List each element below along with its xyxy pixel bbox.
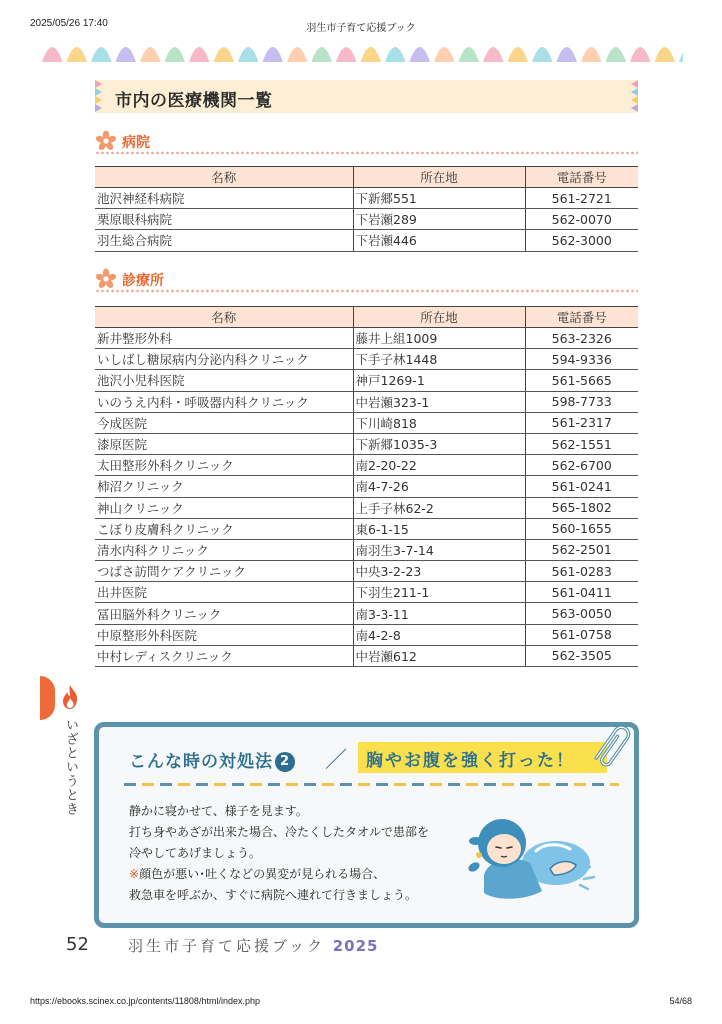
clinics-heading — [95, 268, 638, 292]
clinic-table — [95, 306, 638, 667]
bunting-flag — [410, 47, 431, 62]
facility-phone: 561-0411 — [525, 582, 638, 603]
bunting-flag — [116, 47, 137, 62]
table-row — [95, 349, 638, 370]
bunting-flag — [189, 47, 210, 62]
facility-address: 中岩瀬323-1 — [353, 391, 525, 412]
facility-address: 東6-1-15 — [353, 518, 525, 539]
tip-line-text: 静かに寝かせて、様子を見ます。 — [129, 804, 308, 818]
facility-address: 下岩瀬446 — [353, 230, 525, 251]
tip-highlight-box — [358, 742, 607, 773]
facility-name: 中村レディスクリニック — [95, 645, 353, 666]
facility-address: 南3-3-11 — [353, 603, 525, 624]
facility-phone: 594-9336 — [525, 349, 638, 370]
facility-address: 南2-20-22 — [353, 455, 525, 476]
tip-line-text: 冷やしてあげましょう。 — [129, 846, 262, 860]
facility-name: 池沢小児科医院 — [95, 370, 353, 391]
table-row — [95, 209, 638, 230]
tip-instructions — [129, 801, 429, 906]
bunting-flag — [165, 47, 186, 62]
table-row — [95, 433, 638, 454]
facility-phone: 562-1551 — [525, 433, 638, 454]
facility-address: 下新郷551 — [353, 188, 525, 209]
decorative-bunting — [40, 36, 683, 62]
table-row — [95, 391, 638, 412]
hospital-table — [95, 166, 638, 252]
bunting-flag — [263, 47, 284, 62]
bunting-flag — [655, 47, 676, 62]
bunting-flag — [336, 47, 357, 62]
tip-title-text: こんな時の対処法 — [129, 752, 273, 772]
tip-line — [129, 801, 429, 822]
table-header-row — [95, 167, 638, 188]
hospitals-heading-label: 病院 — [122, 135, 150, 151]
dotted-divider — [95, 289, 638, 293]
tip-line — [129, 864, 429, 885]
facility-name: 清水内科クリニック — [95, 539, 353, 560]
tip-line — [129, 843, 429, 864]
column-header-name: 名称 — [95, 307, 353, 328]
facility-phone: 598-7733 — [525, 391, 638, 412]
facility-name: 新井整形外科 — [95, 328, 353, 349]
table-row — [95, 603, 638, 624]
column-header-address: 所在地 — [353, 307, 525, 328]
facility-name: つばさ訪問ケアクリニック — [95, 561, 353, 582]
facility-address: 下羽生211-1 — [353, 582, 525, 603]
bunting-flag — [532, 47, 553, 62]
tip-dashed-divider — [124, 783, 619, 786]
facility-phone: 563-2326 — [525, 328, 638, 349]
bunting-flag — [557, 47, 578, 62]
book-title-text: 羽生市子育て応援ブック — [128, 937, 325, 955]
facility-phone: 560-1655 — [525, 518, 638, 539]
facility-phone: 562-6700 — [525, 455, 638, 476]
facility-address: 下新郷1035-3 — [353, 433, 525, 454]
table-row — [95, 539, 638, 560]
bunting-flag — [581, 47, 602, 62]
bunting-flag — [483, 47, 504, 62]
dotted-divider — [95, 151, 638, 155]
facility-phone: 563-0050 — [525, 603, 638, 624]
facility-address: 中央3-2-23 — [353, 561, 525, 582]
facility-phone: 561-0241 — [525, 476, 638, 497]
bunting-flag — [91, 47, 112, 62]
child-resting-illustration — [444, 797, 604, 909]
bunting-flag — [214, 47, 235, 62]
facility-address: 藤井上組1009 — [353, 328, 525, 349]
tip-line-text: 顔色が悪い･吐くなどの異変が見られる場合、 — [139, 867, 386, 881]
column-header-name: 名称 — [95, 167, 353, 188]
facility-phone: 562-3000 — [525, 230, 638, 251]
bunting-flag — [42, 47, 63, 62]
bunting-flag — [385, 47, 406, 62]
facility-address: 下手子林1448 — [353, 349, 525, 370]
table-row — [95, 230, 638, 251]
flame-icon — [60, 684, 80, 710]
table-row — [95, 582, 638, 603]
facility-name: こぼり皮膚科クリニック — [95, 518, 353, 539]
bunting-flag — [361, 47, 382, 62]
facility-name: 太田整形外科クリニック — [95, 455, 353, 476]
table-row — [95, 561, 638, 582]
banner-triangles-left — [95, 80, 102, 113]
facility-phone: 561-2721 — [525, 188, 638, 209]
table-row — [95, 476, 638, 497]
banner-triangles-right — [631, 80, 638, 113]
tip-line-text: 打ち身やあざが出来た場合、冷たくしたタオルで患部を — [129, 825, 430, 839]
flower-icon — [95, 268, 117, 290]
table-row — [95, 497, 638, 518]
facility-phone: 561-0758 — [525, 624, 638, 645]
table-row — [95, 645, 638, 666]
bunting-flag — [140, 47, 161, 62]
column-header-phone: 電話番号 — [525, 167, 638, 188]
facility-phone: 565-1802 — [525, 497, 638, 518]
print-page-count: 54/68 — [669, 996, 692, 1006]
tip-highlight-text: 胸やお腹を強く打った！ — [366, 751, 575, 771]
tip-line — [129, 885, 429, 906]
facility-phone: 562-3505 — [525, 645, 638, 666]
side-tab-marker — [40, 676, 55, 720]
tip-title — [129, 747, 295, 772]
facility-address: 神戸1269-1 — [353, 370, 525, 391]
facility-phone: 562-0070 — [525, 209, 638, 230]
table-row — [95, 188, 638, 209]
hospitals-heading — [95, 130, 638, 154]
bunting-flag — [312, 47, 333, 62]
clinics-heading-label: 診療所 — [122, 273, 164, 289]
facility-address: 南4-2-8 — [353, 624, 525, 645]
facility-address: 南羽生3-7-14 — [353, 539, 525, 560]
facility-phone: 561-5665 — [525, 370, 638, 391]
section-banner — [95, 80, 638, 113]
table-row — [95, 370, 638, 391]
table-row — [95, 624, 638, 645]
table-header-row — [95, 307, 638, 328]
facility-phone: 561-0283 — [525, 561, 638, 582]
facility-address: 下岩瀬289 — [353, 209, 525, 230]
column-header-address: 所在地 — [353, 167, 525, 188]
page-title: 市内の医療機関一覧 — [115, 91, 273, 111]
tip-line-mark: ※ — [129, 867, 140, 881]
facility-name: 中原整形外科医院 — [95, 624, 353, 645]
table-row — [95, 518, 638, 539]
bunting-flag — [606, 47, 627, 62]
bunting-flag — [67, 47, 88, 62]
facility-name: 今成医院 — [95, 412, 353, 433]
facility-name: 栗原眼科病院 — [95, 209, 353, 230]
bunting-flag — [508, 47, 529, 62]
facility-name: 冨田脳外科クリニック — [95, 603, 353, 624]
tip-slash: ／ — [325, 748, 348, 773]
bunting-flag — [630, 47, 651, 62]
bunting-flag — [434, 47, 455, 62]
facility-name: いのうえ内科・呼吸器内科クリニック — [95, 391, 353, 412]
bunting-flag — [238, 47, 259, 62]
book-year: 2025 — [332, 937, 379, 955]
column-header-phone: 電話番号 — [525, 307, 638, 328]
facility-address: 下川崎818 — [353, 412, 525, 433]
page-number: 52 — [66, 934, 89, 955]
book-title — [128, 935, 378, 956]
first-aid-tip-box — [94, 722, 639, 928]
print-datetime: 2025/05/26 17:40 — [30, 18, 108, 29]
facility-name: 神山クリニック — [95, 497, 353, 518]
paperclip-icon — [589, 717, 635, 775]
bunting-flag — [459, 47, 480, 62]
bunting-flag — [679, 47, 683, 62]
flower-icon — [95, 130, 117, 152]
facility-phone: 561-2317 — [525, 412, 638, 433]
tip-line-text: 救急車を呼ぶか、すぐに病院へ連れて行きましょう。 — [129, 888, 418, 902]
facility-address: 南4-7-26 — [353, 476, 525, 497]
table-row — [95, 328, 638, 349]
facility-name: 羽生総合病院 — [95, 230, 353, 251]
facility-name: いしばし糖尿病内分泌内科クリニック — [95, 349, 353, 370]
facility-name: 漆原医院 — [95, 433, 353, 454]
side-tab-label: いざというとき — [63, 718, 78, 816]
bunting-flag — [287, 47, 308, 62]
tip-number-badge: 2 — [275, 752, 295, 772]
table-row — [95, 412, 638, 433]
print-url: https://ebooks.scinex.co.jp/contents/11808/html/index.php — [30, 996, 260, 1006]
facility-name: 出井医院 — [95, 582, 353, 603]
facility-name: 池沢神経科病院 — [95, 188, 353, 209]
facility-address: 上手子林62-2 — [353, 497, 525, 518]
facility-address: 中岩瀬612 — [353, 645, 525, 666]
tip-line — [129, 822, 429, 843]
facility-name: 柿沼クリニック — [95, 476, 353, 497]
table-row — [95, 455, 638, 476]
print-document-title: 羽生市子育て応援ブック — [306, 23, 416, 34]
facility-phone: 562-2501 — [525, 539, 638, 560]
